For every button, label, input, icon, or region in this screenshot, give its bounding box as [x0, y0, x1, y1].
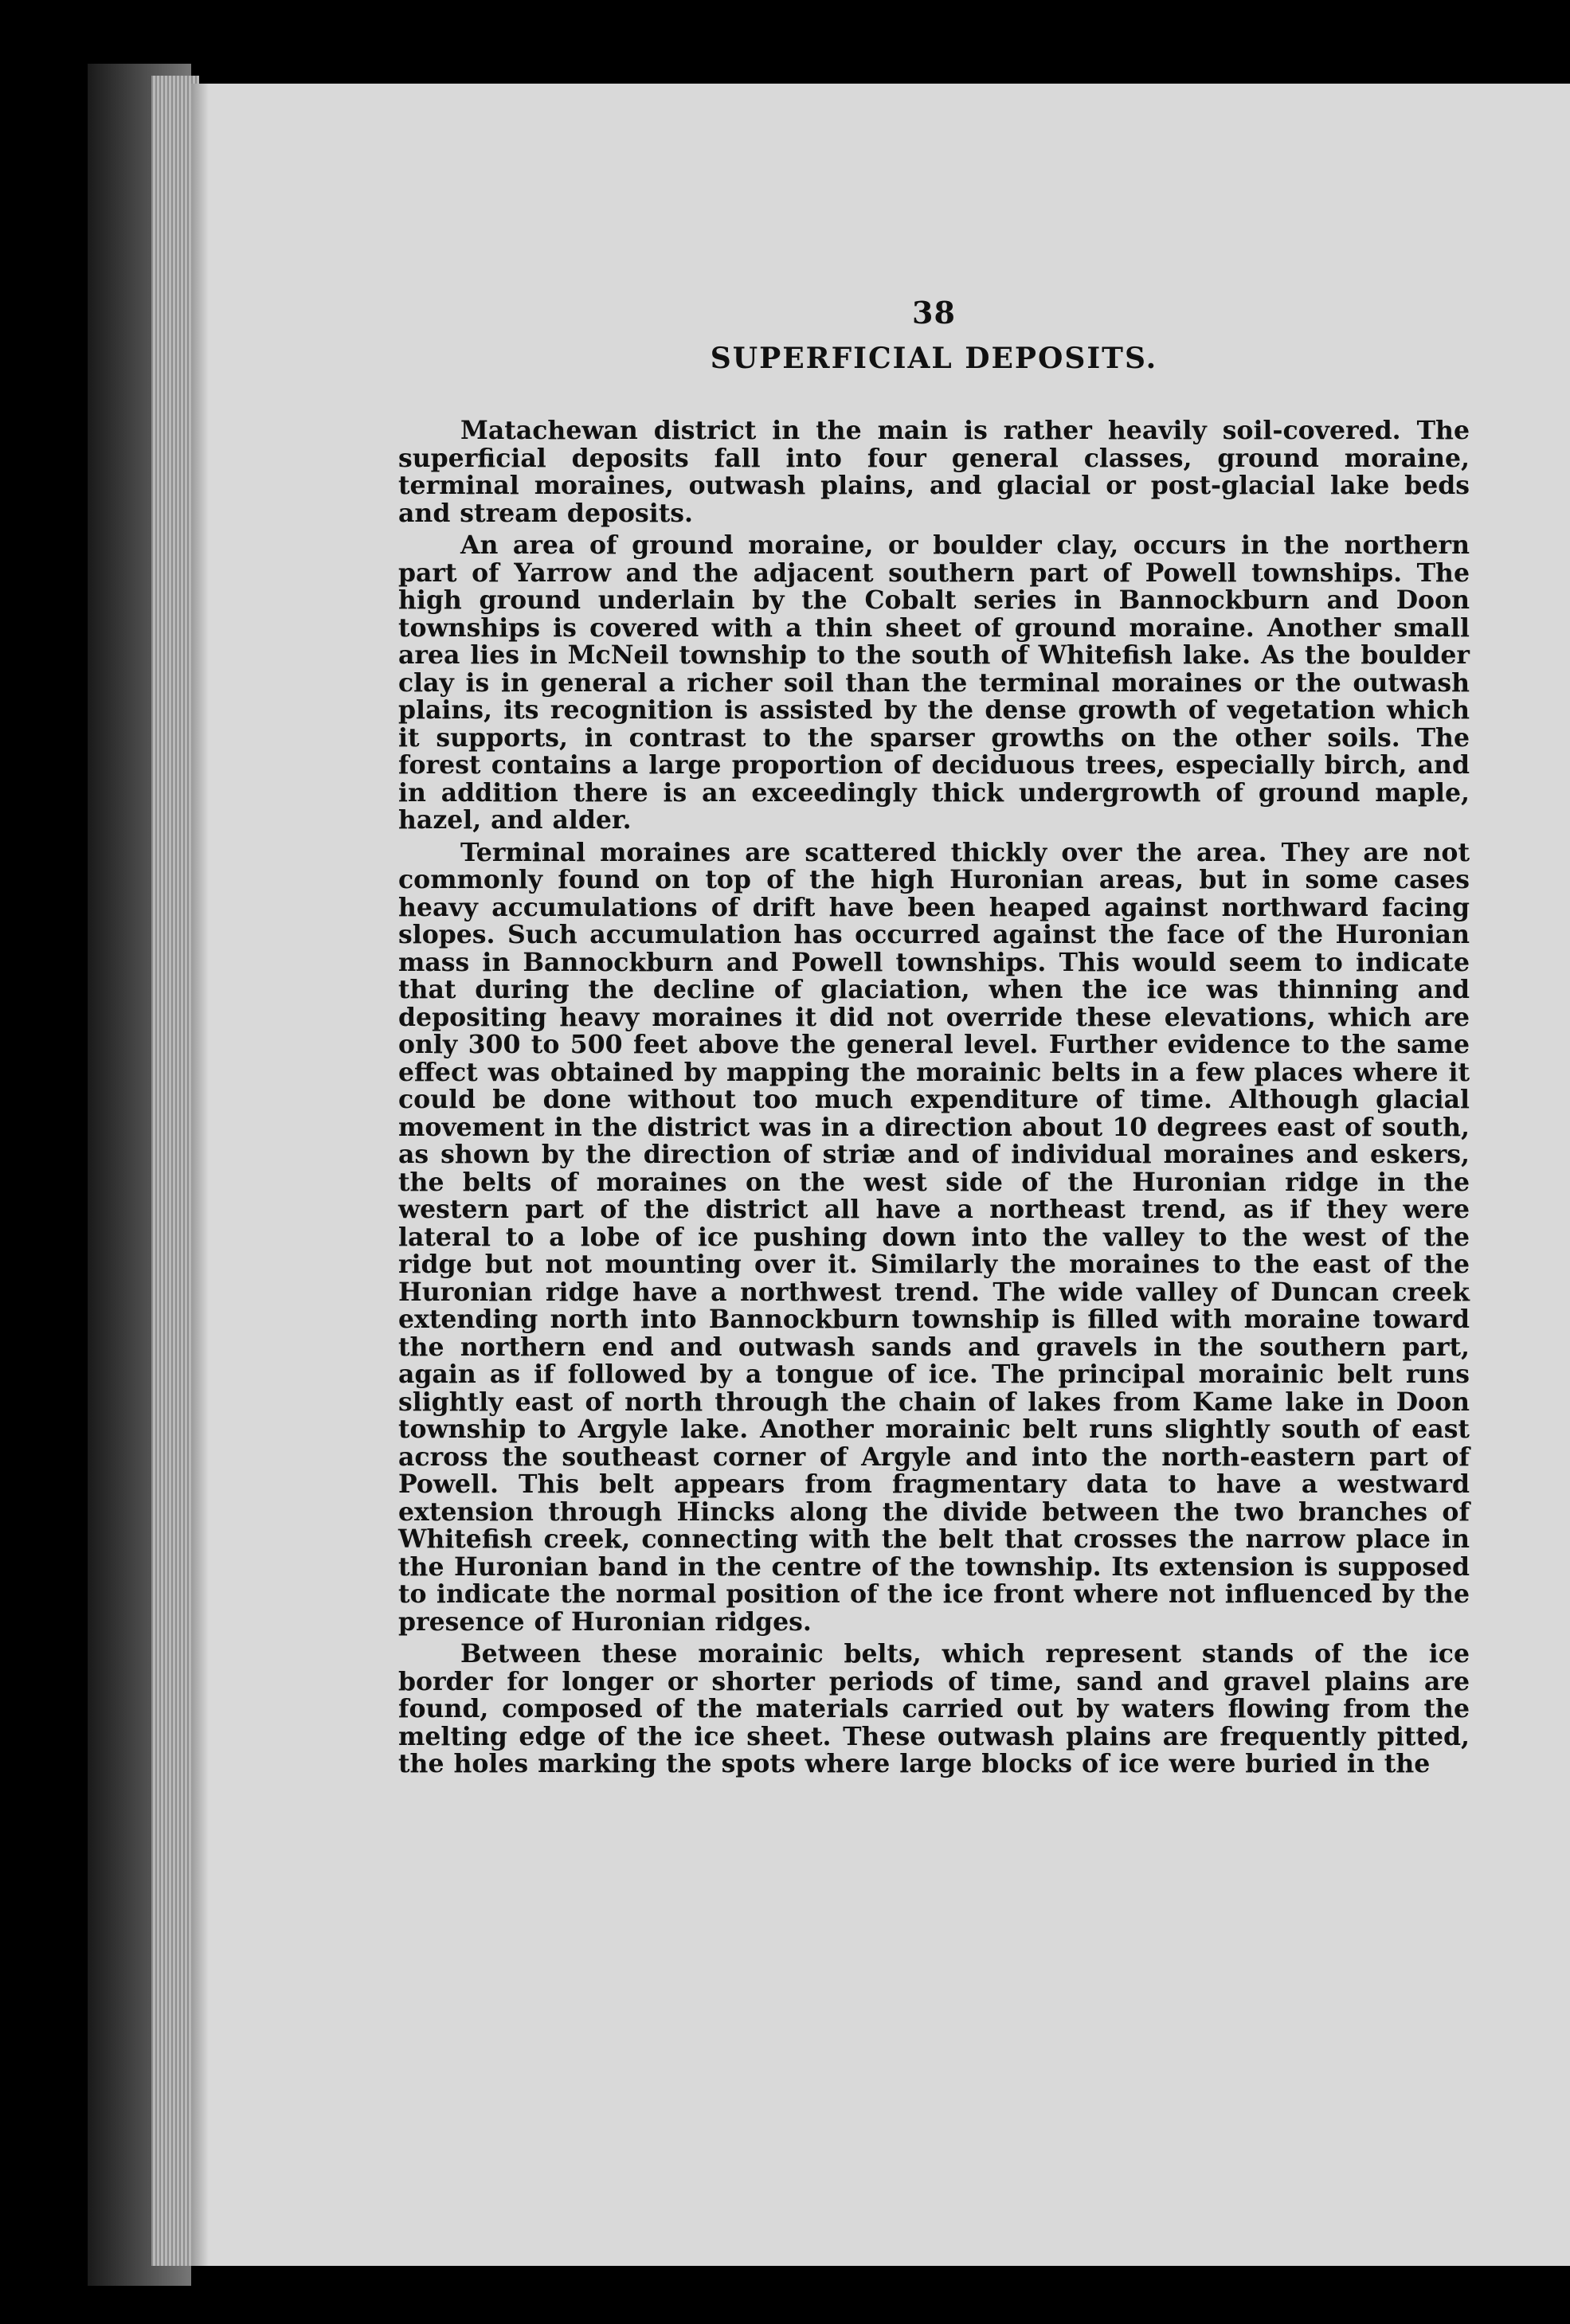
page-number: 38 [912, 295, 956, 331]
page-edge-shadow [191, 84, 209, 2266]
paragraph-3: Terminal moraines are scattered thickly over the area. They are not commonly found on top of the high Huronian areas, but in some cases heavy accumulations of drift have been heaped against northward facing slopes. Such accumulation has occurred against the face of the Huronian mass in Bannockburn and Powell townships. This would seem to indicate that during the decline of glaciation, when the ice was thinning and depositing heavy moraines it did not override these elevations, which are only 300 to 500 feet above the general level. Further evidence to the same effect was obtained by mapping the morainic belts in a few places where it could be done without too much expenditure of time. Although glacial movement in the district was in a direction about 10 degrees east of south, as shown by the direction of striæ and of individual moraines and eskers, the belts of moraines on the west side of the Huronian ridge in the western part of the district all have a northeast trend, as if they were lateral to a lobe of ice pushing down into the valley to the west of the ridge but not mounting over it. Similarly the moraines to the east of the Huronian ridge have a northwest trend. The wide valley of Duncan creek extending north into Bannockburn township is filled with moraine toward the northern end and outwash sands and gravels in the southern part, again as if followed by a tongue of ice. The principal morainic belt runs slightly east of north through the chain of lakes from Kame lake in Doon township to Argyle lake. Another morainic belt runs slightly south of east across the southeast corner of Argyle and into the north-eastern part of Powell. This belt appears from fragmentary data to have a westward extension through Hincks along the divide between the two branches of Whitefish creek, connecting with the belt that crosses the narrow place in the Huronian band in the centre of the township. Its extension is supposed to indicate the normal position of the ice front where not influenced by the presence of Huronian ridges. [398, 837, 1470, 1637]
page-text-column [398, 295, 1470, 2007]
section-heading: SUPERFICIAL DEPOSITS. [710, 342, 1158, 375]
paragraph-1: Matachewan district in the main is rather heavily soil-covered. The superficial deposits fall into four general classes, ground moraine, terminal moraines, outwash plains, and glacial or post-glacial lake beds and stream deposits. [398, 416, 1470, 528]
paragraph-4: Between these morainic belts, which represent stands of the ice border for longer or shorter periods of time, sand and gravel plains are found, composed of the materials carried out by waters flowing from the melting edge of the ice sheet. These outwash plains are frequently pitted, the holes marking the spots where large blocks of ice were buried in the [398, 1639, 1470, 1778]
paragraph-2: An area of ground moraine, or boulder clay, occurs in the northern part of Yarrow and the adjacent southern part of Powell townships. The high ground underlain by the Cobalt series in Bannockburn and Doon townships is covered with a thin sheet of ground moraine. Another small area lies in McNeil township to the south of Whitefish lake. As the boulder clay is in general a richer soil than the terminal moraines or the outwash plains, its recognition is assisted by the dense growth of vegetation which it supports, in contrast to the sparser growths on the other soils. The forest contains a large proportion of deciduous trees, especially birch, and in addition there is an exceedingly thick undergrowth of ground maple, hazel, and alder. [398, 530, 1470, 835]
